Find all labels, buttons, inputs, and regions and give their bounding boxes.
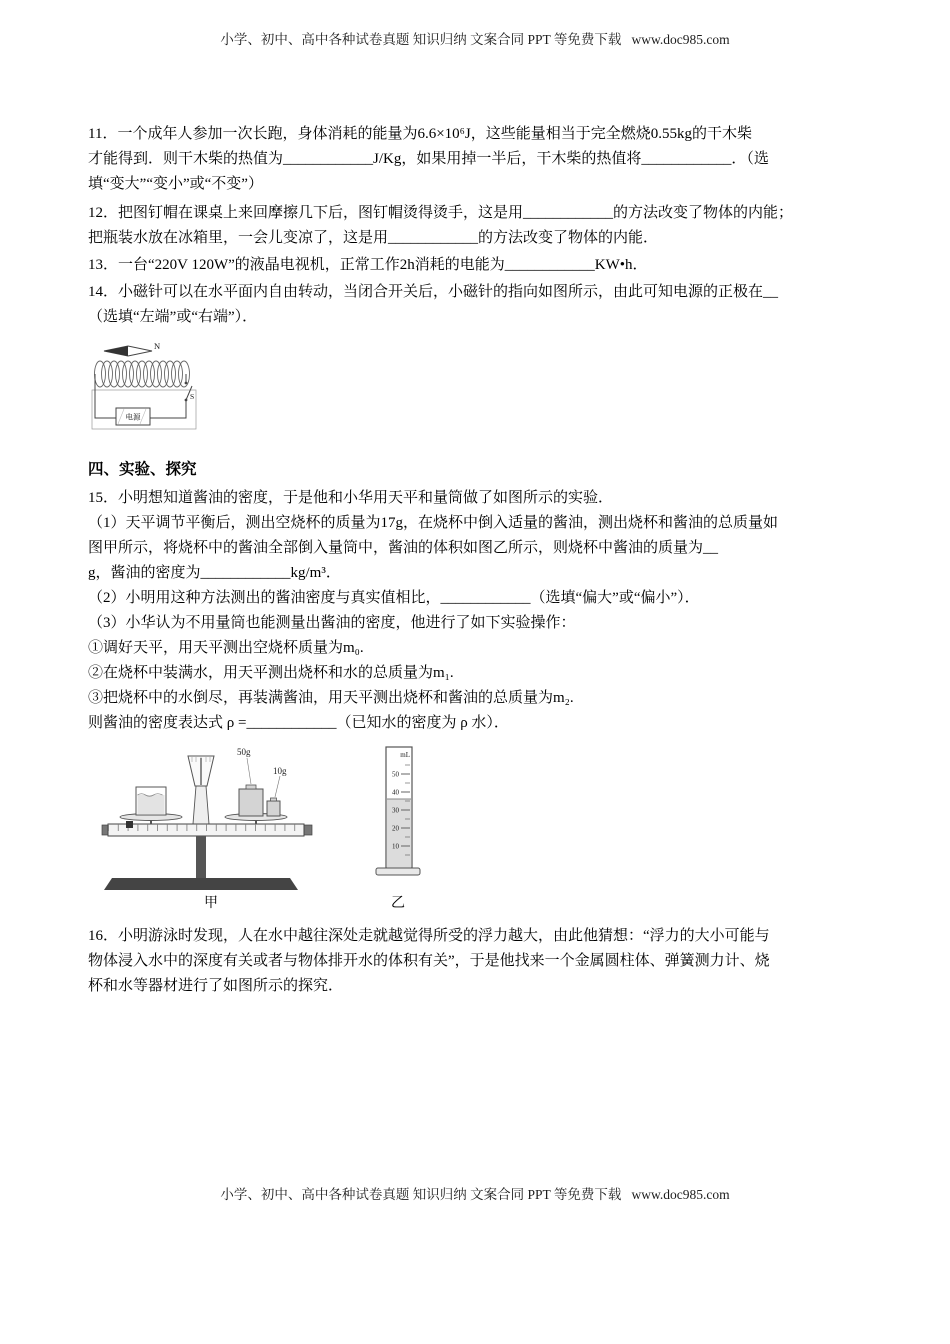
weight-10g-label: 10g (273, 766, 287, 776)
rider-weight (126, 821, 133, 828)
question-13 (88, 253, 878, 278)
q16-line: 物体浸入水中的深度有关或者与物体排开水的体积有关”，于是他找来一个金属圆柱体、弹簧测力计、烧 (88, 953, 770, 969)
cylinder-base (376, 868, 420, 875)
page-header: 小学、初中、高中各种试卷真题 知识归纳 文案合同 PPT 等免费下载 www.doc985.com (220, 32, 730, 47)
page-footer: 小学、初中、高中各种试卷真题 知识归纳 文案合同 PPT 等免费下载 www.doc985.com (220, 1187, 730, 1202)
q15-line: （3）小华认为不用量筒也能测量出酱油的密度，他进行了如下实验操作： (88, 615, 576, 631)
balance-base (104, 878, 298, 890)
cylinder-unit-label: mL (400, 751, 410, 759)
power-supply-box (116, 408, 150, 425)
section-heading: 四、实验、探究 (88, 461, 197, 478)
circuit-figure (90, 338, 878, 441)
switch-icon (185, 382, 195, 402)
q14-line: 14．小磁针可以在水平面内自由转动，当闭合开关后，小磁针的指向如图所示，由此可知电源的正极在__ (88, 284, 779, 300)
needle-n-label: N (154, 341, 161, 351)
tick-label-30: 30 (392, 806, 399, 815)
question-15 (88, 486, 878, 736)
compass-needle-icon (104, 341, 160, 356)
q13-line: 13．一台“220V 120W”的液晶电视机，正常工作2h消耗的电能为____________KW•h． (88, 257, 648, 273)
q15-line: 15．小明想知道酱油的密度，于是他和小华用天平和量筒做了如图所示的实验． (88, 490, 614, 506)
tick-label-40: 40 (392, 788, 399, 797)
figure-caption-jia: 甲 (204, 896, 218, 911)
weights-icon (237, 747, 287, 816)
q15-line: 图甲所示，将烧杯中的酱油全部倒入量筒中，酱油的体积如图乙所示，则烧杯中酱油的质量为__ (88, 540, 719, 556)
q15-line: g，酱油的密度为____________kg/m³． (88, 565, 341, 581)
q11-line: 填“变大”“变小”或“不变”） (88, 176, 263, 192)
solenoid-circuit-drawing (90, 338, 200, 432)
cylinder-liquid (387, 799, 411, 867)
q15-line: ③把烧杯中的水倒尽，再装满酱油，用天平测出烧杯和酱油的总质量为m₂. (88, 690, 574, 706)
tick-label-50: 50 (392, 770, 399, 779)
q11-line: 才能得到．则干木柴的热值为____________J/Kg，如果用掉一半后，干木柴的热值将____________．（选 (88, 151, 769, 167)
question-12 (88, 201, 878, 251)
q15-line: （1）天平调节平衡后，测出空烧杯的质量为17g，在烧杯中倒入适量的酱油，测出烧杯和酱油的总质量如 (88, 515, 779, 531)
power-supply-label: 电源 (125, 412, 141, 422)
question-16 (88, 924, 878, 999)
switch-label: S (190, 392, 195, 401)
balance-figure (96, 742, 326, 914)
balance-pillar (196, 836, 206, 878)
beaker-icon (136, 787, 166, 815)
q15-line: ①调好天平，用天平测出空烧杯质量为m₀. (88, 640, 364, 656)
balance-pointer-gauge (188, 756, 214, 824)
question-11 (88, 122, 878, 197)
experiment-figure (96, 742, 878, 914)
weight-50g-label: 50g (237, 747, 251, 757)
balance-scale-drawing (96, 742, 326, 892)
q15-line: ②在烧杯中装满水，用天平测出烧杯和水的总质量为m₁. (88, 665, 454, 681)
figure-caption-yi: 乙 (391, 896, 405, 911)
q16-line: 16．小明游泳时发现，人在水中越往深处走就越觉得所受的浮力越大，由此他猜想：“浮力的大小可能与 (88, 928, 770, 944)
q14-line: （选填“左端”或“右端”）． (88, 309, 258, 325)
document-content (88, 122, 878, 999)
q16-line: 杯和水等器材进行了如图所示的探究． (88, 978, 344, 994)
graduated-cylinder-drawing (366, 742, 430, 892)
tick-label-10: 10 (392, 842, 399, 851)
q12-line: 把瓶装水放在冰箱里，一会儿变凉了，这是用____________的方法改变了物体的内能． (88, 230, 659, 246)
cylinder-figure (366, 742, 430, 914)
q11-line: 11．一个成年人参加一次长跑，身体消耗的能量为6.6×10⁶J，这些能量相当于完全燃烧0.55kg的干木柴 (88, 126, 752, 142)
solenoid-coil-icon (95, 361, 190, 387)
q15-line: 则酱油的密度表达式 ρ =____________（已知水的密度为 ρ 水）． (88, 715, 509, 731)
tick-label-20: 20 (392, 824, 399, 833)
q15-line: （2）小明用这种方法测出的酱油密度与真实值相比，____________（选填“偏大”或“偏小”）． (88, 590, 700, 606)
question-14 (88, 280, 878, 330)
q12-line: 12．把图钉帽在课桌上来回摩擦几下后，图钉帽烫得烫手，这是用____________的方法改变了物体的内能； (88, 205, 794, 221)
